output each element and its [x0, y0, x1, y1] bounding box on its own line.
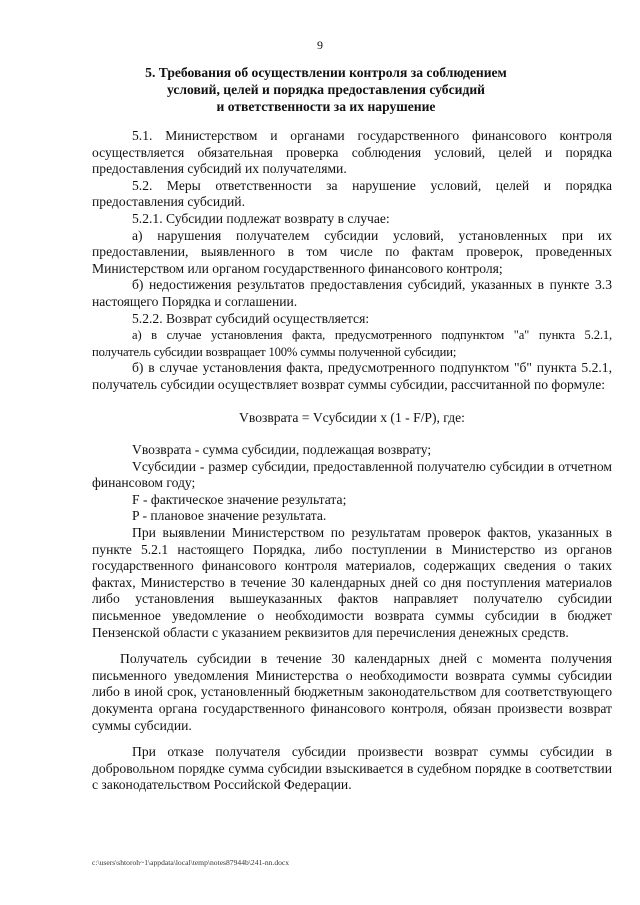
heading-line-2: условий, целей и порядка предоставления субсидий [166, 82, 486, 97]
paragraph-violation-detection: При выявлении Министерством по результатам проверок фактов, указанных в пункте 5.2.1 настоящего Порядка, либо поступлении в Министерство из органов государственного финансового контроля материалов, содержащих сведения о таких фактах, Министерство в течение 30 календарных дней со дня поступления материалов либо установления вышеуказанных фактов направляет получателю субсидии письменное уведомление о необходимости возврата суммы субсидии в бюджет Пензенской области с указанием реквизитов для перечисления денежных средств. [92, 525, 612, 640]
definition-v-subsidii: Vсубсидии - размер субсидии, предоставленной получателю субсидии в отчетном финансовом году; [92, 458, 612, 491]
paragraph-5-2-2-b: б) в случае установления факта, предусмотренного подпунктом "б" пункта 5.2.1, получатель субсидии осуществляет возврат суммы субсидии, рассчитанной по формуле: [92, 360, 612, 392]
paragraph-recipient-obligation: Получатель субсидии в течение 30 календарных дней с момента получения письменного уведомления Министерства о необходимости возврата суммы субсидии либо в иной срок, установленный бюджетным законодательством для соответствующего документа органа государственного финансового контроля, обязан произвести возврат суммы субсидии. [92, 651, 612, 733]
page-number: 9 [317, 38, 323, 52]
paragraph-5-2-1-b: б) недостижения результатов предоставления субсидий, указанных в пункте 3.3 настоящего Порядка и соглашении. [92, 277, 612, 309]
paragraph-5-1: 5.1. Министерством и органами государственного финансового контроля осуществляется обязательная проверка соблюдения условий, целей и порядка предоставления субсидий их получателями. [92, 128, 612, 177]
document-body [92, 128, 612, 794]
file-path-footer: c:\users\shtoroh~1\appdata\local\temp\notes87944b\241-nn.docx [92, 858, 290, 867]
paragraph-5-2-2: 5.2.2. Возврат субсидий осуществляется: [132, 310, 370, 326]
section-heading [92, 64, 560, 115]
formula: Vвозврата = Vсубсидии х (1 - F/P), где: [239, 409, 465, 425]
paragraph-5-2-1-a: а) нарушения получателем субсидии условий, установленных при их предоставлении, выявленного в том числе по фактам проверок, проведенных Министерством или органом государственного финансового контроля; [92, 227, 612, 276]
paragraph-5-2-2-a: а) в случае установления факта, предусмотренного подпунктом "а" пункта 5.2.1, получатель субсидии возвращает 100% суммы полученной субсидии; [92, 328, 612, 359]
paragraph-5-2-1: 5.2.1. Субсидии подлежат возврату в случае: [132, 210, 390, 226]
definition-f: F - фактическое значение результата; [132, 491, 347, 507]
definition-p: P - плановое значение результата. [132, 508, 327, 524]
heading-line-1: 5. Требования об осуществлении контроля за соблюдением [145, 65, 507, 80]
definition-v-vozvrata: Vвозврата - сумма субсидии, подлежащая возврату; [132, 442, 432, 458]
paragraph-refusal: При отказе получателя субсидии произвести возврат суммы субсидии в добровольном порядке сумма субсидии взыскивается в судебном порядке в соответствии с законодательством Российской Федерации. [92, 744, 612, 793]
heading-line-3: и ответственности за их нарушение [216, 99, 436, 114]
paragraph-5-2: 5.2. Меры ответственности за нарушение условий, целей и порядка предоставления субсидий. [92, 177, 612, 210]
